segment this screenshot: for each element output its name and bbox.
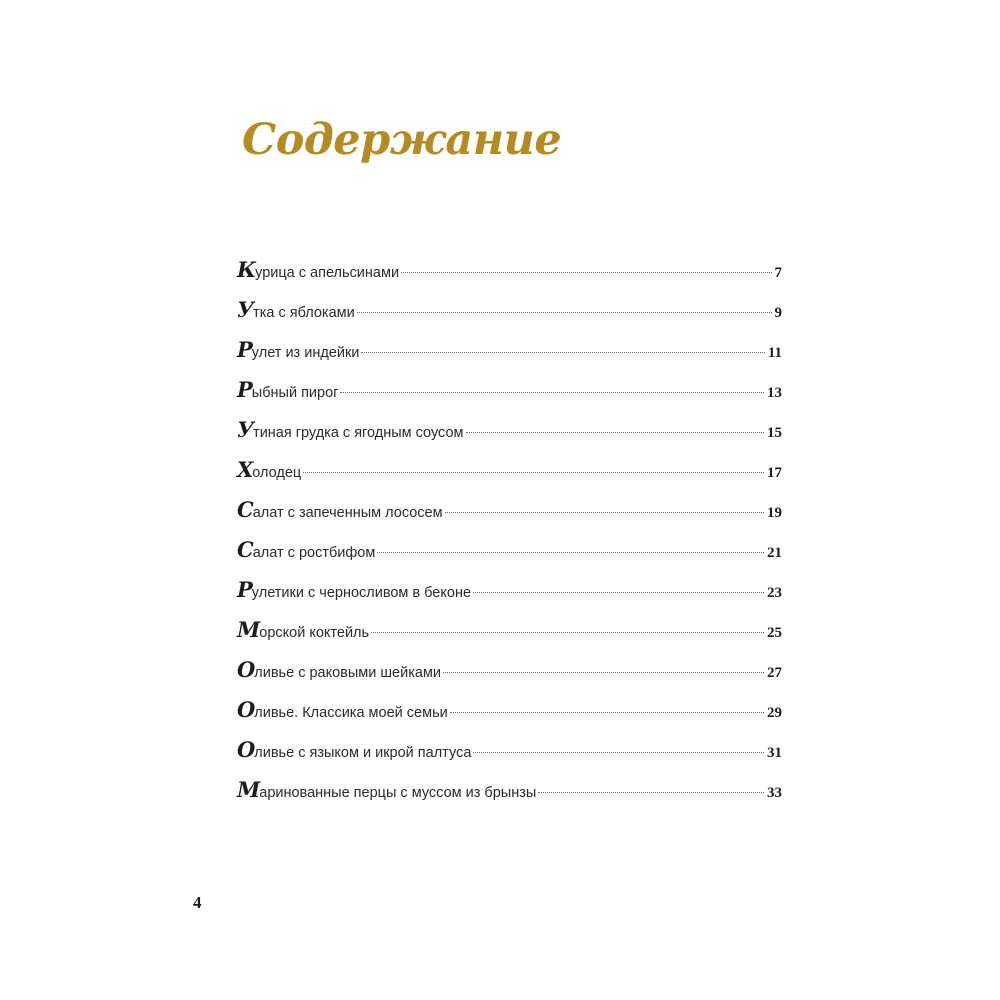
- toc-page-number: 23: [767, 585, 782, 601]
- dot-leader: [445, 512, 764, 513]
- toc-entry-title: [237, 616, 369, 647]
- dot-leader: [450, 712, 764, 713]
- toc-entry-initial: К: [237, 257, 256, 282]
- toc-entry-text: ливье с раковыми шейками: [254, 665, 441, 681]
- toc-entry-initial: Р: [237, 577, 252, 602]
- toc-entry: [237, 576, 782, 616]
- toc-entry-initial: У: [237, 297, 254, 322]
- toc-entry-text: ливье. Классика моей семьи: [254, 705, 448, 721]
- toc-entry-title: [237, 776, 536, 807]
- dot-leader: [340, 392, 764, 393]
- toc-entry-title: [237, 296, 355, 327]
- dot-leader: [538, 792, 764, 793]
- toc-entry: [237, 536, 782, 576]
- toc-page-number: 21: [767, 545, 782, 561]
- toc-entry: [237, 256, 782, 296]
- toc-page-number: 11: [767, 345, 782, 361]
- toc-entry: [237, 736, 782, 776]
- toc-entry-title: [237, 736, 471, 767]
- page-title: Содержание: [242, 115, 562, 165]
- dot-leader: [377, 552, 764, 553]
- toc-page-number: 31: [767, 745, 782, 761]
- toc-entry-initial: С: [237, 497, 253, 522]
- dot-leader: [473, 752, 764, 753]
- toc-entry-initial: О: [237, 737, 255, 762]
- toc-page-number: 7: [774, 265, 782, 281]
- toc-entry: [237, 696, 782, 736]
- toc-entry-title: [237, 536, 375, 567]
- toc-page-number: 17: [767, 465, 782, 481]
- toc-page-number: 13: [767, 385, 782, 401]
- toc-entry-text: алат с ростбифом: [252, 545, 376, 561]
- toc-entry: [237, 456, 782, 496]
- toc-entry-title: [237, 696, 448, 727]
- toc-entry-initial: О: [237, 657, 255, 682]
- toc-entry-initial: Х: [237, 457, 253, 482]
- toc-entry-initial: М: [237, 617, 260, 642]
- toc-entry-title: [237, 496, 443, 527]
- toc-entry-title: [237, 336, 359, 367]
- toc-entry-text: улет из индейки: [251, 345, 360, 361]
- toc-entry-text: тка с яблоками: [253, 305, 355, 321]
- toc-entry-title: [237, 656, 441, 687]
- dot-leader: [303, 472, 764, 473]
- toc-entry-title: [237, 576, 471, 607]
- toc-entry-text: улетики с черносливом в беконе: [251, 585, 472, 601]
- toc-page-number: 9: [774, 305, 782, 321]
- toc-entry-title: [237, 416, 464, 447]
- page-number: 4: [193, 893, 202, 912]
- toc-entry-text: ыбный пирог: [251, 385, 339, 401]
- toc-entry: [237, 656, 782, 696]
- toc-entry-initial: Р: [237, 377, 252, 402]
- toc-entry: [237, 616, 782, 656]
- toc-entry-text: тиная грудка с ягодным соусом: [253, 425, 464, 441]
- toc-entry-initial: Р: [237, 337, 252, 362]
- toc-entry-text: аринованные перцы с муссом из брынзы: [259, 785, 537, 801]
- dot-leader: [401, 272, 771, 273]
- toc-entry-initial: У: [237, 417, 254, 442]
- toc-entry-text: ливье с языком и икрой палтуса: [254, 745, 472, 761]
- toc-entry-initial: С: [237, 537, 253, 562]
- toc-page-number: 27: [767, 665, 782, 681]
- toc-page-number: 19: [767, 505, 782, 521]
- toc-entry-text: алат с запеченным лососем: [252, 505, 443, 521]
- toc-page-number: 15: [767, 425, 782, 441]
- toc-entry-text: олодец: [252, 465, 302, 481]
- toc-entry-initial: М: [237, 777, 260, 802]
- dot-leader: [473, 592, 764, 593]
- toc-page-number: 33: [767, 785, 782, 801]
- toc-entry-title: [237, 456, 301, 487]
- toc-entry: [237, 336, 782, 376]
- toc-entry-text: урица с апельсинами: [255, 265, 400, 281]
- dot-leader: [466, 432, 765, 433]
- table-of-contents: [237, 256, 782, 816]
- toc-entry-title: [237, 376, 338, 407]
- dot-leader: [361, 352, 764, 353]
- toc-entry: [237, 496, 782, 536]
- dot-leader: [371, 632, 764, 633]
- toc-entry-text: орской коктейль: [259, 625, 370, 641]
- toc-entry: [237, 376, 782, 416]
- toc-page-number: 25: [767, 625, 782, 641]
- dot-leader: [443, 672, 764, 673]
- dot-leader: [357, 312, 772, 313]
- toc-entry: [237, 776, 782, 816]
- toc-entry: [237, 416, 782, 456]
- toc-entry-initial: О: [237, 697, 255, 722]
- toc-entry-title: [237, 256, 399, 287]
- toc-page-number: 29: [767, 705, 782, 721]
- toc-entry: [237, 296, 782, 336]
